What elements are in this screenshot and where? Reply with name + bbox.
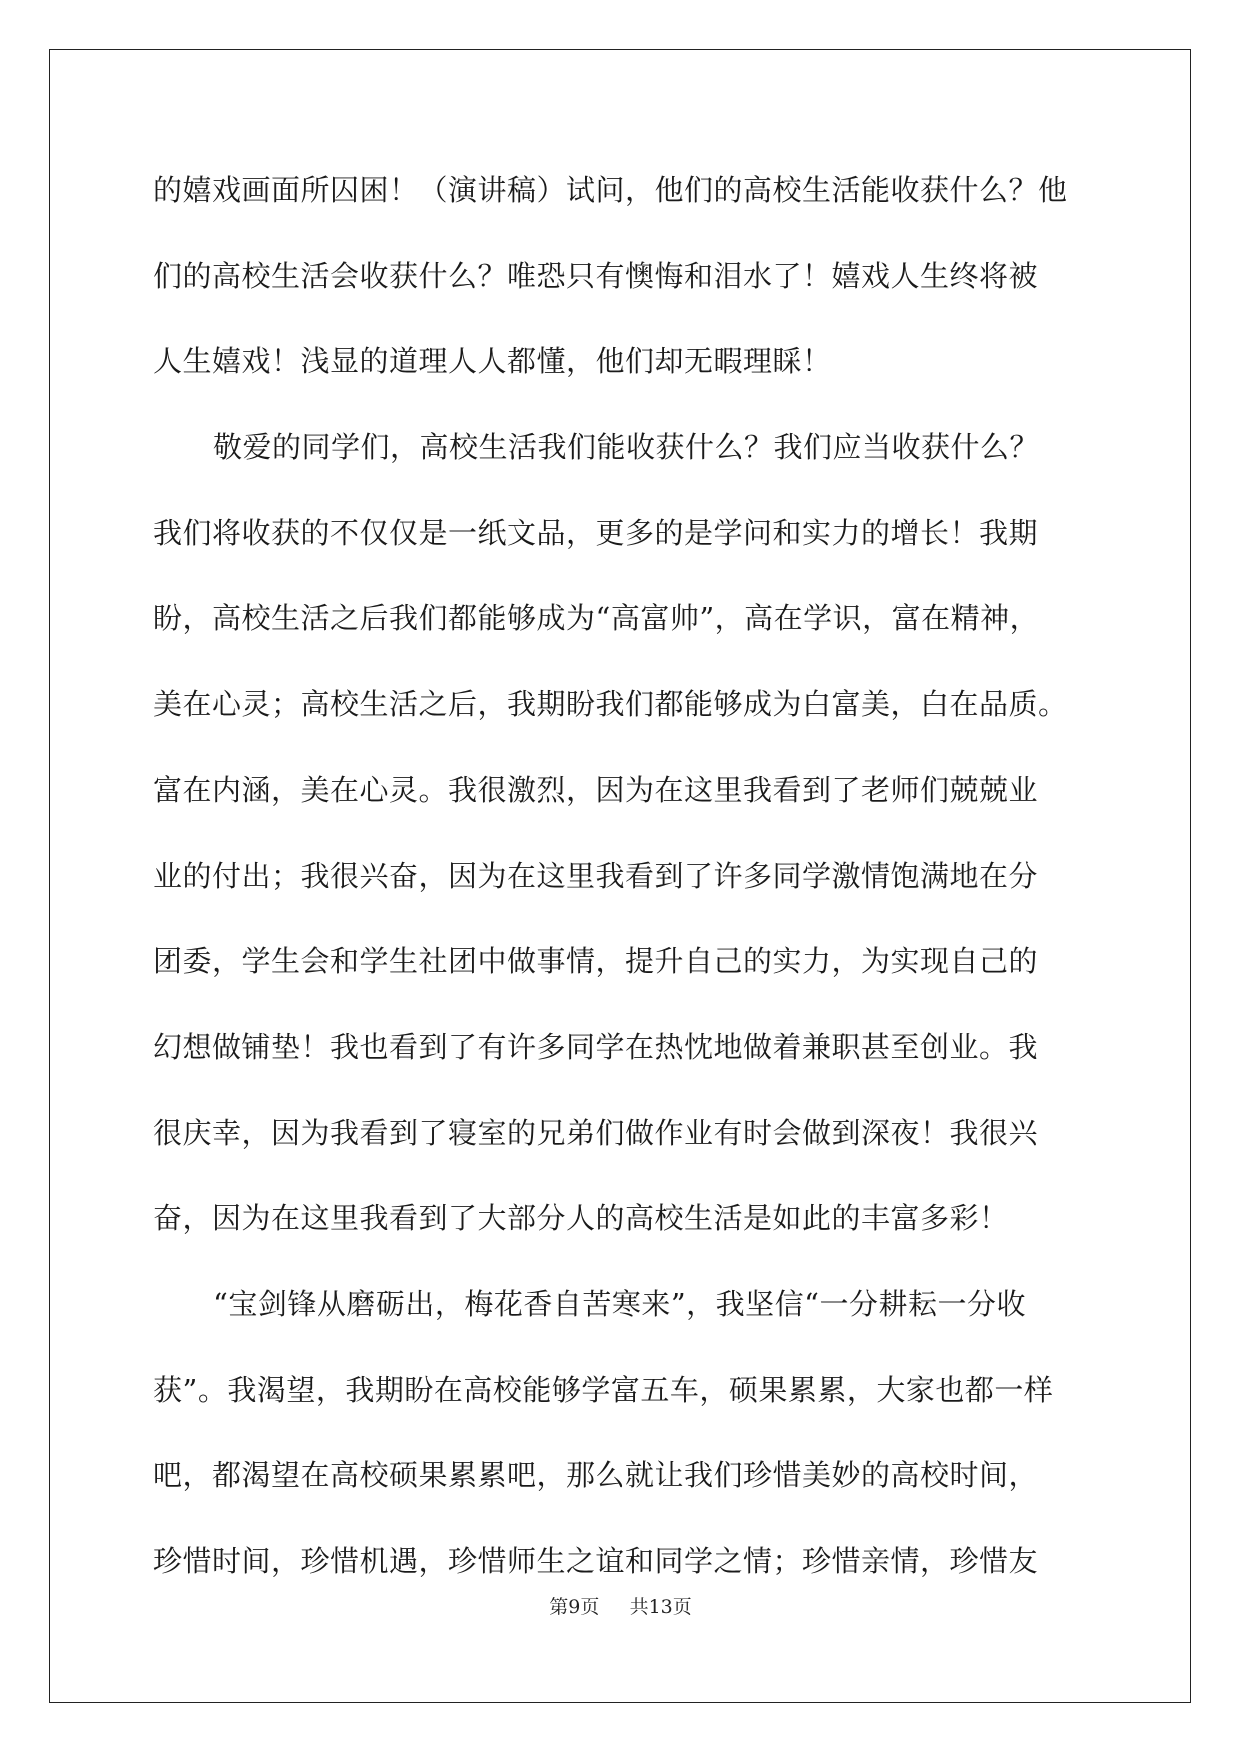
text-line: 团委，学生会和学生社团中做事情，提升自己的实力，为实现自己的 <box>153 944 1039 979</box>
footer-spacer <box>605 1596 623 1618</box>
text-line: 珍惜时间，珍惜机遇，珍惜师生之谊和同学之情；珍惜亲情，珍惜友 <box>153 1544 1039 1578</box>
text-line: 盼，高校生活之后我们都能够成为“高富帅”，高在学识，富在精神， <box>153 601 1040 636</box>
text-line: 的嬉戏画面所囚困！（演讲稿）试问，他们的高校生活能收获什么？他 <box>153 173 1068 207</box>
text-line: 吧，都渴望在高校硕果累累吧，那么就让我们珍惜美妙的高校时间， <box>153 1458 1039 1493</box>
document-body <box>153 162 1093 1619</box>
page-number: 第9页 <box>549 1596 600 1618</box>
text-line: 获”。我渴望，我期盼在高校能够学富五车，硕果累累，大家也都一样 <box>153 1372 1054 1407</box>
paragraph-start-line: 敬爱的同学们，高校生活我们能收获什么？我们应当收获什么？ <box>213 430 1040 465</box>
text-line: 人生嬉戏！浅显的道理人人都懂，他们却无暇理睬！ <box>153 344 832 379</box>
text-line: 们的高校生活会收获什么？唯恐只有懊悔和泪水了！嬉戏人生终将被 <box>153 258 1039 293</box>
page-total: 共13页 <box>629 1596 692 1618</box>
text-line: 富在内涵，美在心灵。我很激烈，因为在这里我看到了老师们兢兢业 <box>153 772 1039 807</box>
text-line: 我们将收获的不仅仅是一纸文品，更多的是学问和实力的增长！我期 <box>153 515 1039 550</box>
text-line: 幻想做铺垫！我也看到了有许多同学在热忱地做着兼职甚至创业。我 <box>153 1029 1039 1064</box>
paragraph-start-line: “宝剑锋从磨砺出，梅花香自苦寒来”，我坚信“一分耕耘一分收 <box>213 1286 1026 1321</box>
page-footer <box>0 1592 1241 1619</box>
text-line: 业的付出；我很兴奋，因为在这里我看到了许多同学激情饱满地在分 <box>153 858 1039 893</box>
text-line: 很庆幸，因为我看到了寝室的兄弟们做作业有时会做到深夜！我很兴 <box>153 1115 1039 1150</box>
text-line: 美在心灵；高校生活之后，我期盼我们都能够成为白富美，白在品质。 <box>153 687 1068 722</box>
text-line: 奋，因为在这里我看到了大部分人的高校生活是如此的丰富多彩！ <box>153 1201 1009 1236</box>
